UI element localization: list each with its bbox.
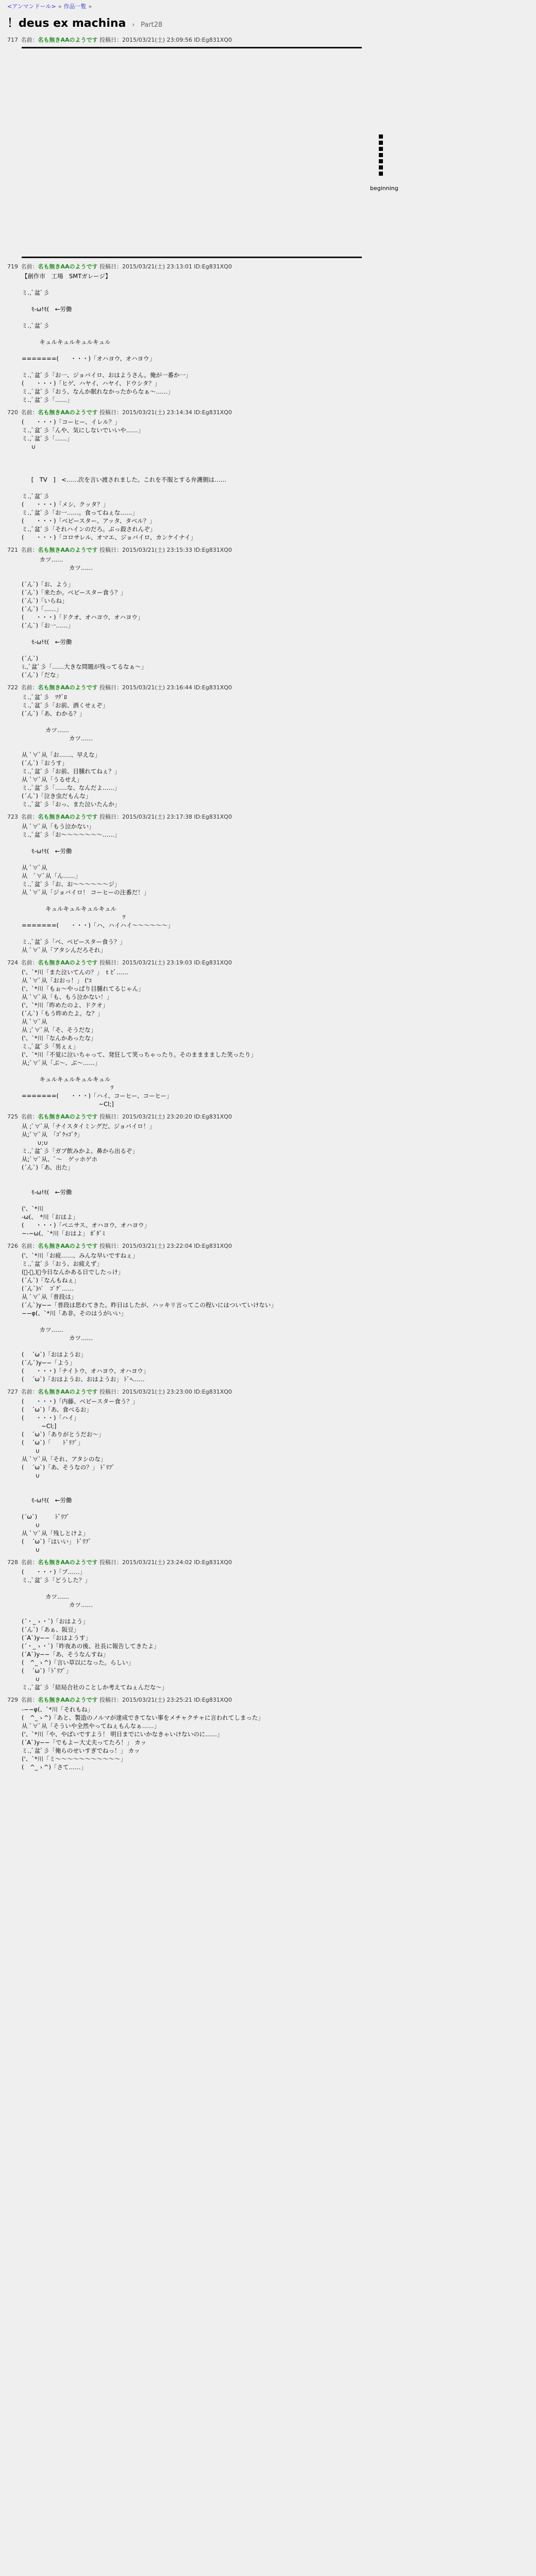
post-line: (´ん`)「来たか。ベビースター食う？」 <box>22 589 127 596</box>
post-name-label: 名前： <box>21 37 38 43</box>
post-header <box>7 1696 529 1704</box>
post-meta: 投稿日：2015/03/21(土) 23:25:21 ID:Eg831XQ0 <box>99 1697 232 1703</box>
post-line: ( ・・・)「ハイ」 <box>22 1414 80 1421</box>
post-line: キュルキュルキュルキュル <box>22 338 111 346</box>
post-line: ミ.,ﾟ盆ﾟ彡「おう、なんか眠れなかったからなぁ～……」 <box>22 388 174 395</box>
post-meta: 投稿日：2015/03/21(土) 23:13:01 ID:Eg831XQ0 <box>99 263 232 270</box>
post-line: ('、`*川「もぉ〜やっぱり目腫れてるじゃん」 <box>22 985 144 992</box>
post-line: ~-~ω(、`*川「おはよ」 ﾎﾞﾀﾞﾐ <box>22 1230 105 1237</box>
post-line: ミ.,ﾟ盆ﾟ彡「お、お〜〜〜〜〜〜ジ」 <box>22 880 121 888</box>
post-line <box>22 451 529 459</box>
post-line: (´ω`) ﾄﾞﾘﾌﾞ <box>22 1513 70 1520</box>
post-line: ミ.,ﾟ盆ﾟ彡 <box>22 322 49 329</box>
post-line <box>22 459 529 467</box>
post-line: ( ´ω`)「はいい」 ﾄﾞﾘﾌﾞ <box>22 1538 92 1545</box>
post-name-label: 名前： <box>21 409 38 416</box>
post-line: ﾐ.,ﾟ盆ﾟ彡「……大きな問題が残ってるなぁ～」 <box>22 663 147 670</box>
post-body <box>22 272 529 404</box>
post-line: ミ.,ﾟ盆ﾟ彡「どうした？」 <box>22 1577 91 1584</box>
post-author: 名も無きAAのようです <box>38 1559 98 1566</box>
post-line: ( ´ω`)「ﾄﾞﾘﾌﾞ」 <box>22 1667 72 1674</box>
post-720 <box>7 408 529 541</box>
post-line <box>22 1480 529 1488</box>
post-name-label: 名前： <box>21 1243 38 1249</box>
post-line: 【創作市 工場 SMTガレージ】 <box>22 273 111 280</box>
post-line: (´ん`)ﾊﾟ ｺﾞｸﾞ…… <box>22 1285 74 1292</box>
post-line: ( ・・・)「コロサレル、オマエ、ジョバイロ、カンケイナイ」 <box>22 534 196 541</box>
post-name-label: 名前： <box>21 959 38 966</box>
post-line: (´・_ゝ・`)「おはよう」 <box>22 1618 89 1625</box>
post-line <box>22 1172 529 1180</box>
breadcrumb-separator: » <box>88 3 92 10</box>
post-line: ∪ <box>22 1546 40 1553</box>
post-line: ミ.,ﾟ盆ﾟ彡 <box>22 289 49 296</box>
post-line: ミ.,ﾟ盆ﾟ彡「……」 <box>22 435 73 442</box>
post-author: 名も無きAAのようです <box>38 684 98 691</box>
post-line: 从;ﾟ∀ﾟ从、ﾞ〜 ゲッホゲホ <box>22 1156 98 1163</box>
post-line <box>22 363 529 371</box>
post-line: キュルキュルキュルキュル <box>22 1076 111 1083</box>
post-line: (´ん`)「もう昨めたよ。な？」 <box>22 1010 104 1017</box>
panel-bottom-rule <box>22 257 362 258</box>
post-header <box>7 812 529 821</box>
post-line: 从;ﾟ∀ﾟ从 「ｺﾞｸｯｺﾞｸ」 <box>22 1131 83 1138</box>
post-line: (´ん`)「お一……」 <box>22 622 74 629</box>
post-list <box>7 262 529 1771</box>
post-line: ミ.,ﾟ盆ﾟ彡「お前、酒くせぇぞ」 <box>22 702 109 709</box>
post-line: 从 ﾟ∀ﾟ从「うるせえ」 <box>22 776 83 783</box>
post-meta: 投稿日：2015/03/21(土) 23:23:00 ID:Eg831XQ0 <box>99 1388 232 1395</box>
post-719 <box>7 262 529 404</box>
post-line: カツ…… <box>22 735 93 742</box>
post-line: 从 ﾟ∀ﾟ从「そういや全然やってねぇもんなぁ……」 <box>22 1722 160 1730</box>
post-line <box>22 855 529 863</box>
post-line: カツ…… <box>22 1326 63 1333</box>
post-line <box>22 1342 529 1350</box>
post-header <box>7 683 529 691</box>
post-body <box>22 1122 529 1238</box>
post-author: 名も無きAAのようです <box>38 1243 98 1249</box>
post-line <box>22 630 529 638</box>
post-line: ﾓ-ω!ﾓ( ←労働 <box>22 1189 72 1196</box>
art-caption: beginning <box>370 185 398 192</box>
post-line <box>22 1196 529 1205</box>
post-author: 名も無きAAのようです <box>38 1388 98 1395</box>
post-line: ミ.,ﾟ盆ﾟ彡「お一……。食ってねぇな……」 <box>22 509 138 516</box>
post-name-label: 名前： <box>21 1697 38 1703</box>
post-line: ( ´ω`)「あ、そうなの？」 ﾄﾞﾘﾌﾞ <box>22 1464 115 1471</box>
post-meta: 投稿日：2015/03/21(土) 23:19:03 ID:Eg831XQ0 <box>99 959 232 966</box>
post-line: ∪ <box>22 443 36 450</box>
post-line: ( ・・・)「ヒゲ、ハヤイ、ハヤイ、ドウシタ？」 <box>22 380 161 387</box>
post-line: 从 ﾟ∀ﾟ从「ジョバイロ！ コーヒーの注番だ！」 <box>22 889 150 896</box>
post-line <box>22 1180 529 1188</box>
post-line <box>22 1504 529 1513</box>
post-line: ミ.,ﾟ盆ﾟ彡「んや、気にしないでいいや……」 <box>22 427 144 434</box>
post-header <box>7 1112 529 1121</box>
post-line: 从 ;ﾟ∀ﾟ从「ナイスタイミングだ、ジョバイロ！」 <box>22 1123 155 1130</box>
post-723 <box>7 812 529 954</box>
post-line: 从 ;ﾟ∀ﾟ从「そ、そうだな」 <box>22 1026 97 1033</box>
thread-part: Part28 <box>140 21 163 29</box>
post-line <box>22 646 529 654</box>
post-line <box>22 742 529 751</box>
post-body <box>22 555 529 679</box>
breadcrumb-separator: » <box>58 3 62 10</box>
post-line: ﾂ <box>22 913 126 921</box>
post-line: ('、`*川「なんかあったな」 <box>22 1035 97 1042</box>
post-meta: 投稿日：2015/03/21(土) 23:15:33 ID:Eg831XQ0 <box>99 547 232 553</box>
post-line: ( ・・・)「ドクオ、オハヨウ、オハヨウ」 <box>22 614 144 621</box>
post-line: ミ.,ﾟ盆ﾟ彡 <box>22 493 49 500</box>
post-line: 从 ﾟ∀ﾟ从「もう泣かない」 <box>22 823 95 830</box>
post-line <box>22 718 529 726</box>
post-meta: 投稿日：2015/03/21(土) 23:20:20 ID:Eg831XQ0 <box>99 1113 232 1120</box>
post-line: キュルキュルキュルキュル <box>22 905 116 912</box>
post-line: ミ.,ﾟ盆ﾟ彡 ﾂｸﾞﾛ <box>22 693 67 701</box>
post-name-label: 名前： <box>21 263 38 270</box>
post-meta: 投稿日：2015/03/21(土) 23:09:56 ID:Eg831XQ0 <box>99 37 232 43</box>
panel-top-rule <box>22 47 362 48</box>
post-header <box>7 262 529 270</box>
post-number: 727 <box>7 1388 18 1395</box>
post-line: ∪ <box>22 1472 40 1479</box>
post-line: カツ…… <box>22 1601 93 1608</box>
post-author: 名も無きAAのようです <box>38 814 98 820</box>
post-line: (´ん`)「……」 <box>22 605 62 613</box>
post-line: ミ.,ﾟ盆ﾟ彡「……」 <box>22 396 73 403</box>
post-721 <box>7 546 529 679</box>
post-header <box>7 546 529 554</box>
post-body <box>22 1705 529 1771</box>
post-line: ミ.,ﾟ盆ﾟ彡「俺らのせいすぎでねっ！」 カッ <box>22 1747 140 1754</box>
post-number: 725 <box>7 1113 18 1120</box>
post-line: ~Cl;] <box>22 1100 114 1108</box>
post-number: 720 <box>7 409 18 416</box>
post-header <box>7 1242 529 1250</box>
ellipsis-dots-icon <box>379 134 383 178</box>
post-722 <box>7 683 529 808</box>
post-name-label: 名前： <box>21 814 38 820</box>
post-line: (´ん`)「あ、出た」 <box>22 1164 74 1171</box>
breadcrumb-current-link[interactable]: 作品一覧 <box>63 3 87 10</box>
post-body <box>22 1397 529 1554</box>
breadcrumb <box>7 2 529 10</box>
post-line: (´A`)y−−「おはようす」 <box>22 1634 91 1641</box>
post-line: ∪ <box>22 1447 40 1454</box>
post-meta: 投稿日：2015/03/21(土) 23:17:38 ID:Eg831XQ0 <box>99 814 232 820</box>
post-line: ( ^_ゝ^)「言い草以になった。らしい」 <box>22 1659 134 1666</box>
post-meta: 投稿日：2015/03/21(土) 23:24:02 ID:Eg831XQ0 <box>99 1559 232 1566</box>
post-number: 717 <box>7 37 18 43</box>
post-line: 从 ﾟ∀ﾟ从「残しとけよ」 <box>22 1530 89 1537</box>
post-number: 719 <box>7 263 18 270</box>
post-line: 从 ﾟ∀ﾟ从「それ、アタシのな」 <box>22 1455 107 1463</box>
post-number: 728 <box>7 1559 18 1566</box>
post-author: 名も無きAAのようです <box>38 263 98 270</box>
post-line: ( ・・・)「内藤、ベビースター食う？」 <box>22 1398 139 1405</box>
post-line: ('、`*川「また泣いてんの？」 ｔﾋﾞ…… <box>22 969 128 976</box>
post-line: 从;ﾟ∀ﾟ从「ぶ～、ぶ～……」 <box>22 1059 101 1066</box>
post-line: ミ.,ﾟ盆ﾟ彡「お前、目腫れてねぇ？」 <box>22 768 121 775</box>
post-number: 723 <box>7 814 18 820</box>
thread-title: ！deus ex machina <box>7 17 126 30</box>
post-number: 724 <box>7 959 18 966</box>
breadcrumb-back-link[interactable]: <アンマンドール> <box>7 3 56 10</box>
post-line: 从 ﾟ∀ﾟ从「お……、早えな」 <box>22 751 101 758</box>
post-line: ﾂ <box>22 1084 114 1091</box>
chevron-right-icon: › <box>132 21 135 29</box>
post-line: ('、`*川「や、やばいですよう！ 明日までにいかなきゃいけないのに……」 <box>22 1731 223 1738</box>
post-line: ( ・・・)「ベビースター、アッタ、タベル？」 <box>22 517 155 524</box>
post-line: ミ.,ﾟ盆ﾟ彡「ガブ飲みかよ。鼻から出るぞ」 <box>22 1147 138 1155</box>
post-line: ( ´ω`)「ありがとうだお〜」 <box>22 1431 105 1438</box>
post-header <box>7 36 529 44</box>
post-line: ( ´ω`)「おはようお、おはようお」 ﾄﾞﾍ…… <box>22 1376 145 1383</box>
post-line <box>22 467 529 476</box>
post-author: 名も無きAAのようです <box>38 37 98 43</box>
post-author: 名も無きAAのようです <box>38 1697 98 1703</box>
post-line: 从 ﾟ∀ﾟ从「普段は」 <box>22 1293 77 1300</box>
post-line: ( ´ω`)「おはようお」 <box>22 1351 87 1358</box>
post-line: ('、`*川「お疲……、みんな早いですねぇ」 <box>22 1252 139 1259</box>
post-line: 从 ﾟ∀ﾟ从「アタシんだろそれ」 <box>22 946 106 954</box>
post-line: ミ.,ﾟ盆ﾟ彡「おっ、また泣いたんか」 <box>22 801 121 808</box>
post-line: (´ん`)「おうす」 <box>22 759 68 767</box>
post-body <box>22 822 529 954</box>
post-line: ミ.,ﾟ盆ﾟ彡「お一、ジョバイロ、おはようさん。俺が一番か一」 <box>22 371 192 379</box>
post-line: 从 ﾟ∀ﾟ从 <box>22 864 47 871</box>
post-meta: 投稿日：2015/03/21(土) 23:22:04 ID:Eg831XQ0 <box>99 1243 232 1249</box>
post-line: カツ…… <box>22 1593 69 1600</box>
post-line: カツ…… <box>22 564 93 571</box>
post-header <box>7 408 529 416</box>
post-line: (´ん`)「なんもねぇ」 <box>22 1277 80 1284</box>
post-line: ( ´ω`)「あ、食べるお」 <box>22 1406 92 1413</box>
post-726 <box>7 1242 529 1383</box>
post-line: (´ん`)「いらね」 <box>22 597 68 604</box>
post-line: ミ.,ﾟ盆ﾟ彡「ベ、ベビースター食う？」 <box>22 938 126 945</box>
post-line: (´ん`)「お、よう」 <box>22 581 74 588</box>
post-line: ミ.,ﾟ盆ﾟ彡「結局合社のことしか考えてねぇんだな〜」 <box>22 1684 168 1691</box>
post-line: ∪;∪ <box>22 1139 48 1146</box>
post-line: 从 ﾟ∀ﾟ从「おおっ！」 ('ｺ <box>22 977 92 984</box>
post-line <box>22 572 529 580</box>
post-line <box>22 330 529 338</box>
post-line <box>22 484 529 492</box>
post-line: (´A`)y−−「でもよー大丈夫ってたろ！」 カッ <box>22 1739 146 1746</box>
post-line: ( ・・・)「メシ、クッタ？」 <box>22 501 109 508</box>
post-line: (´・_ゝ・`)「昨夜あの後、社長に報告してきたよ」 <box>22 1642 160 1650</box>
post-meta: 投稿日：2015/03/21(土) 23:14:34 ID:Eg831XQ0 <box>99 409 232 416</box>
post-line: ﾓ-ω!ﾓ( ←労働 <box>22 1497 72 1504</box>
post-line: ('、`*川 <box>22 1205 44 1212</box>
post-line: ('、`*川「ミ〜〜〜〜〜〜〜〜〜〜〜」 <box>22 1755 127 1762</box>
post-line: (´ん`)「だな」 <box>22 671 62 679</box>
post-line: (ﾟ-ﾟ,)「今日なんかある日でしたっけ」 <box>22 1268 124 1276</box>
post-line <box>22 280 529 289</box>
post-line: ﾓ-ω!ﾓ( ←労働 <box>22 306 72 313</box>
post-729 <box>7 1696 529 1771</box>
post-line <box>22 929 529 938</box>
post-line: 从 ﾟ∀ﾟ从「ん……」 <box>22 872 81 879</box>
post-name-label: 名前： <box>21 1559 38 1566</box>
post-line: (´ん`)「あぁ、阪豆」 <box>22 1626 80 1633</box>
post-line <box>22 1584 529 1592</box>
post-725 <box>7 1112 529 1238</box>
post-line: ('、`*川「不覚に泣いちゃって、発狂して笑っちゃったり。そのまままました笑ったり」 <box>22 1051 257 1058</box>
post-line: -ω(、 *川「おはよ」 <box>22 1213 79 1221</box>
post-author: 名も無きAAのようです <box>38 547 98 553</box>
post-body <box>22 968 529 1108</box>
post-line: ('、`*川「昨めたのよ、ドクオ」 <box>22 1002 109 1009</box>
post-724 <box>7 958 529 1108</box>
post-line: カツ…… <box>22 1334 93 1342</box>
post-header <box>7 1558 529 1566</box>
post-line: ﾓ-ω!ﾓ( ←労働 <box>22 638 72 646</box>
post-author: 名も無きAAのようです <box>38 1113 98 1120</box>
post-number: 729 <box>7 1697 18 1703</box>
post-line: =======( ・・・)「ハ、ハイハイ〜〜〜〜〜〜」 <box>22 922 174 929</box>
post-line: -−−φ(、`*川「それもね」 <box>22 1706 93 1713</box>
post-header <box>7 958 529 967</box>
ascii-art-panel <box>22 47 398 258</box>
post-line <box>22 346 529 354</box>
post-line: (´ん`)y−−「よう」 <box>22 1359 76 1366</box>
post-body <box>22 1251 529 1383</box>
post-line: 从 ﾟ∀ﾟ从 <box>22 1018 47 1025</box>
post-number: 722 <box>7 684 18 691</box>
post-line: (´ん`) <box>22 655 38 662</box>
post-line <box>22 297 529 305</box>
post-name-label: 名前： <box>21 684 38 691</box>
post-line: ミ.,ﾟ盆ﾟ彡「それハインのだろ。ぶっ殺されんぞ」 <box>22 526 156 533</box>
post-header <box>7 1387 529 1396</box>
post-line: ∪ <box>22 1675 40 1683</box>
post-line: [ TV ] <……次を言い渡されました。これを不服とする弁護側は…… <box>22 476 227 483</box>
post-line: −−φ(、`*川「あ非。そのはうがいい」 <box>22 1310 127 1317</box>
post-line: ミ.,ﾟ盆ﾟ彡「お〜〜〜〜〜〜〜……」 <box>22 831 121 838</box>
post-line: ( ・・・)「ペニサス、オハヨウ、オハヨウ」 <box>22 1222 150 1229</box>
post-line: ﾓ-ω!ﾓ( ←労働 <box>22 848 72 855</box>
post-name-label: 名前： <box>21 547 38 553</box>
post-727 <box>7 1387 529 1554</box>
post-line <box>22 313 529 321</box>
post-name-label: 名前： <box>21 1388 38 1395</box>
post-line: カツ…… <box>22 556 63 563</box>
post-line: カツ…… <box>22 726 69 734</box>
page-title <box>7 14 529 30</box>
post-body <box>22 693 529 808</box>
post-meta: 投稿日：2015/03/21(土) 23:16:44 ID:Eg831XQ0 <box>99 684 232 691</box>
post-line: ( ´ω`)「 ﾄﾞﾘﾌﾞ」 <box>22 1439 84 1446</box>
post-line: (´ん`)y−−「普段は思わてきた。昨日はしたが、ハッキリ言ってこの程いにはついていけない」 <box>22 1301 277 1309</box>
post-author: 名も無きAAのようです <box>38 409 98 416</box>
post-line: (´A`)y−−「あ、そうなんすね」 <box>22 1651 109 1658</box>
post-line: (´ん`)「泣き虫だもんな」 <box>22 792 92 800</box>
post-body <box>22 1568 529 1691</box>
post-line: 从 ﾟ∀ﾟ从「も、もう泣かない！」 <box>22 993 113 1001</box>
post-line: =======( ・・・)「ハイ、コーヒー、コーヒー」 <box>22 1092 173 1099</box>
post-line: ( ^_ゝ^)「あと、製造のノルマが達成できてない事をメチャクチャに言われてしまった」 <box>22 1714 264 1721</box>
post-line: ( ・・・)「ブ……」 <box>22 1568 86 1575</box>
post-728 <box>7 1558 529 1691</box>
post-line: ミ.,ﾟ盆ﾟ彡「……な、なんだよ……」 <box>22 784 121 791</box>
post-line <box>22 1488 529 1496</box>
post-line: ( ・・・)「ナイトウ、オハヨウ、オハヨウ」 <box>22 1367 149 1375</box>
post-line: =======( ・・・)「オハヨウ、オハヨウ」 <box>22 355 156 362</box>
post-line: (´ん`)「あ、わかる？」 <box>22 710 86 717</box>
post-line <box>22 839 529 847</box>
post-author: 名も無きAAのようです <box>38 959 98 966</box>
post-line <box>22 1609 529 1617</box>
post-body <box>22 418 529 541</box>
post-name-label: 名前： <box>21 1113 38 1120</box>
post-line: ∪ <box>22 1521 40 1529</box>
post-line: ~Cl;] <box>22 1422 57 1430</box>
post-line: ( ・・・)「コーヒー、イレル？」 <box>22 418 121 426</box>
post-line: ミ.,ﾟ盆ﾟ彡「男ぇぇ」 <box>22 1043 79 1050</box>
post-line: ミ.,ﾟ盆ﾟ彡「おう、お疲えず」 <box>22 1260 103 1267</box>
post-line <box>22 1067 529 1075</box>
post-line <box>22 896 529 905</box>
post-717 <box>7 36 529 258</box>
post-number: 721 <box>7 547 18 553</box>
post-number: 726 <box>7 1243 18 1249</box>
post-line: ( ^_ゝ^)「さて……」 <box>22 1764 87 1771</box>
post-line <box>22 1317 529 1326</box>
